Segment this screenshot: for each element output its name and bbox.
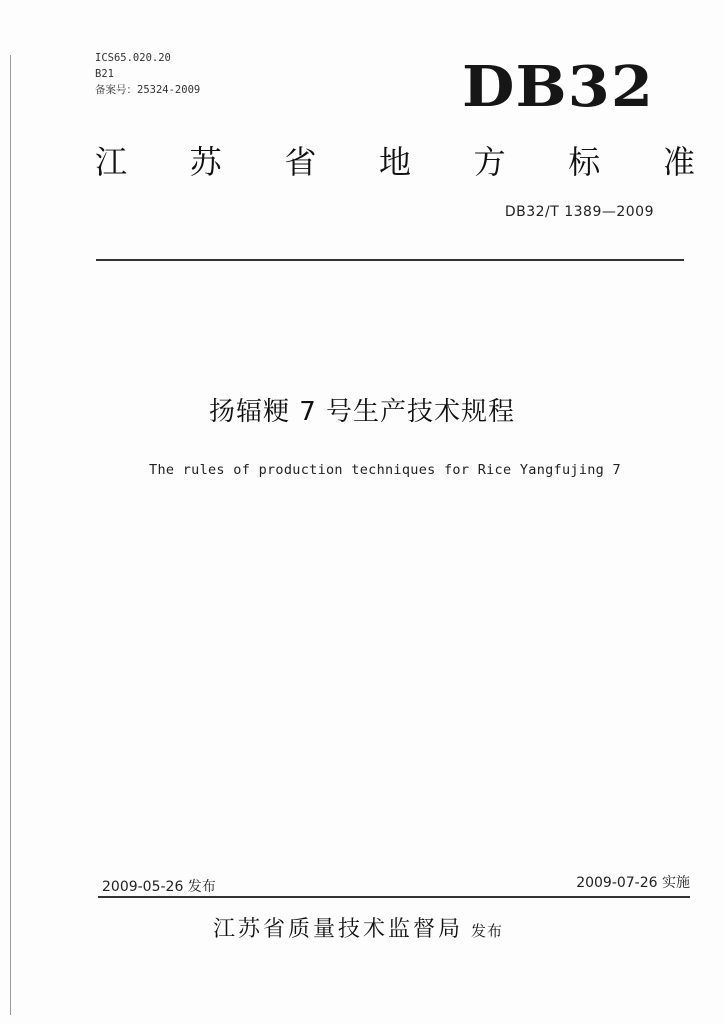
standard-type-char: 省 [284, 143, 317, 181]
classification-block [95, 50, 200, 98]
standard-number: DB32/T 1389—2009 [504, 204, 654, 220]
standard-type-char: 准 [662, 143, 695, 181]
record-number: 备案号：25324-2009 [95, 84, 201, 96]
issue-date: 2009-05-26 发布 [102, 879, 216, 895]
top-divider [96, 259, 684, 261]
standard-type-char: 苏 [189, 143, 222, 181]
document-title-english: The rules of production techniques for Rice Yangfujing 7 [149, 462, 621, 478]
db32-logo: DB32 [462, 54, 655, 120]
standard-type-char: 标 [568, 143, 601, 181]
scan-edge-line [10, 55, 11, 1015]
ccs-code: B21 [95, 68, 114, 80]
standard-type-char: 江 [95, 143, 128, 181]
standard-type-title [95, 140, 695, 184]
standard-type-char: 地 [378, 143, 411, 181]
document-title-chinese: 扬辐粳 7 号生产技术规程 [208, 397, 516, 427]
bottom-divider [98, 896, 690, 898]
standard-type-char: 方 [473, 143, 506, 181]
issuer-line [213, 914, 503, 947]
implementation-date: 2009-07-26 实施 [576, 875, 690, 891]
issuer-name: 江苏省质量技术监督局 [213, 917, 464, 942]
ics-code: ICS65.020.20 [95, 52, 171, 64]
issuer-suffix: 发布 [471, 922, 504, 940]
